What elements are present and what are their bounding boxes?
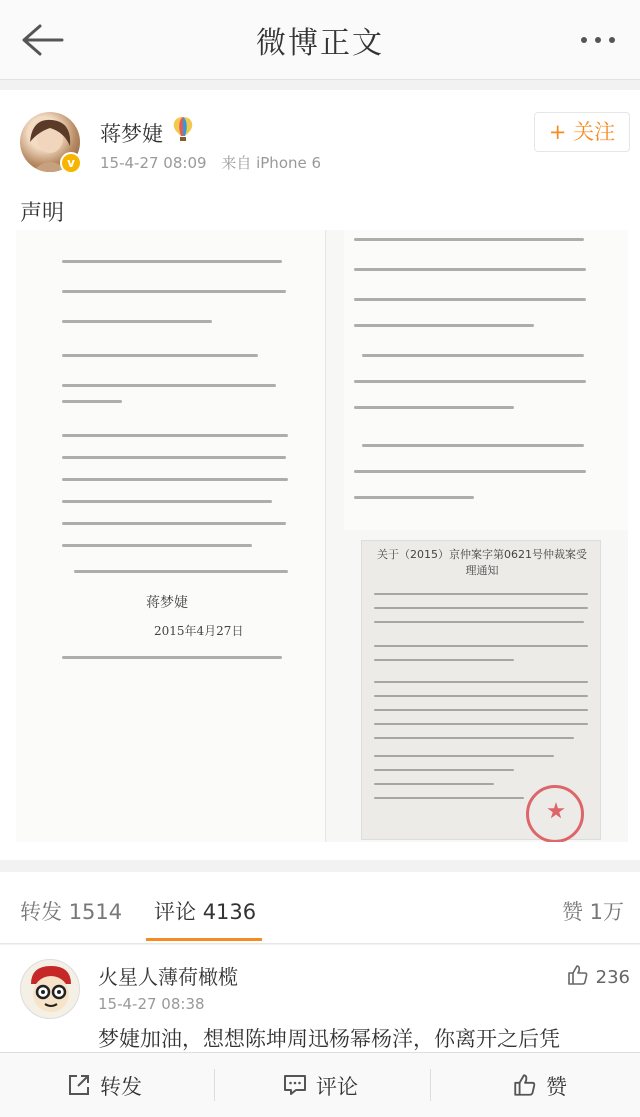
statement-signature: 蒋梦婕 — [146, 595, 188, 611]
post-card — [0, 90, 640, 860]
thumbs-up-icon — [566, 963, 590, 987]
bottom-action-bar — [0, 1052, 640, 1117]
comment-time: 15-4-27 08:38 — [98, 995, 205, 1013]
hot-air-balloon-icon — [172, 116, 194, 142]
follow-button[interactable]: + 关注 — [534, 112, 630, 152]
comment-item — [0, 945, 640, 1055]
post-meta — [100, 152, 331, 173]
statement-page-left — [16, 230, 326, 842]
verified-badge-icon: v — [60, 152, 82, 174]
divider — [214, 1069, 215, 1101]
thumbs-up-icon — [512, 1072, 538, 1098]
red-seal-stamp-icon — [526, 785, 584, 842]
commenter-avatar[interactable] — [20, 959, 80, 1019]
page-title: 微博正文 — [256, 26, 384, 61]
author-name[interactable]: 蒋梦婕 — [100, 122, 163, 146]
comment-button[interactable]: 评论 — [282, 1071, 358, 1101]
statement-page-right — [344, 230, 628, 530]
active-tab-indicator — [146, 938, 262, 941]
interaction-tabs — [0, 872, 640, 944]
comment-icon — [282, 1072, 308, 1098]
tab-comments[interactable]: 评论 4136 — [154, 900, 257, 924]
post-source: 来自 iPhone 6 — [221, 154, 322, 172]
comment-text: 梦婕加油，想想陈坤周迅杨幂杨洋，你离开之后凭 — [98, 1027, 560, 1051]
divider — [430, 1069, 431, 1101]
post-text: 声明 — [20, 201, 65, 226]
comment-like-button[interactable]: 236 — [566, 963, 630, 988]
more-options-button[interactable] — [578, 26, 618, 54]
top-nav-bar — [0, 0, 640, 80]
notice-title: 关于（2015）京仲案字第0621号仲裁案受理通知 — [377, 548, 587, 577]
share-icon — [66, 1072, 92, 1098]
tab-likes[interactable]: 赞 1万 — [561, 900, 624, 924]
post-image-document[interactable] — [16, 230, 628, 842]
post-time: 15-4-27 08:09 — [100, 154, 207, 172]
statement-date: 2015年4月27日 — [154, 624, 244, 638]
arbitration-notice-photo — [361, 540, 601, 840]
tab-reposts[interactable]: 转发 1514 — [20, 900, 123, 924]
like-button[interactable]: 赞 — [512, 1071, 567, 1101]
repost-button[interactable]: 转发 — [66, 1071, 142, 1101]
commenter-name[interactable]: 火星人薄荷橄榄 — [98, 965, 238, 989]
more-dots-icon — [578, 26, 618, 54]
